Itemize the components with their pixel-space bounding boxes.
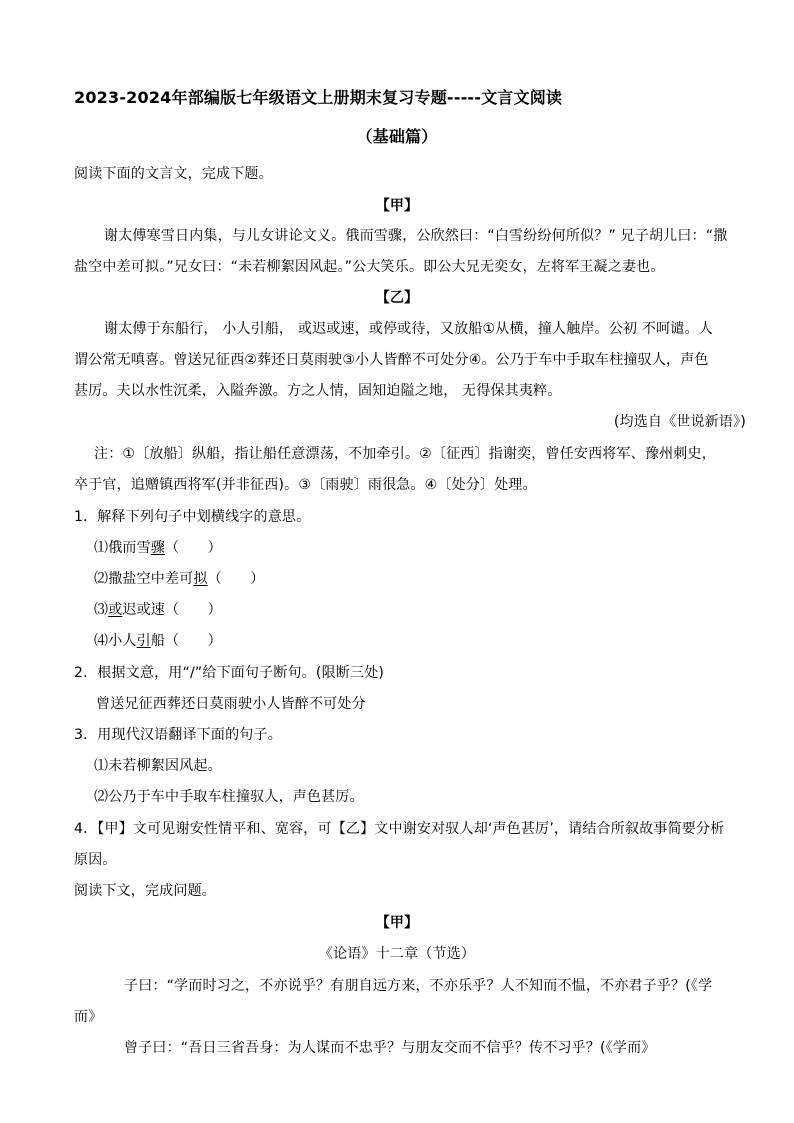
page-title: 2023-2024年部编版七年级语文上册期末复习专题-----文言文阅读 [74, 88, 563, 107]
passage-jia-label: 【甲】 [375, 198, 419, 214]
question-1-item: ⑵撒盐空中差可拟（ ） [94, 571, 265, 587]
passage-jia-line: 盐空中差可拟。”兄女曰：“未若柳絮因风起。”公大笑乐。即公大兄无奕女，左将军王凝之妻也。 [74, 259, 665, 275]
question-1-prompt: 1．解释下列句子中划横线字的意思。 [74, 509, 311, 525]
question-1-item: ⑶或迟或速（ ） [94, 602, 222, 618]
question-4-text: 4．【甲】文可见谢安性情平和、宽容，可【乙】文中谢安对驭人却‘声色甚厉’，请结合所叙故事简要分析 [74, 821, 725, 837]
question-3-item: ⑴未若柳絮因风起。 [94, 758, 222, 774]
question-4-text: 原因。 [74, 852, 117, 868]
passage-yi-line: 谢太傅于东船行， 小人引船， 或迟或速，或停或待，又放船①从横，撞人触岸。公初 不呵谴。人 [104, 321, 713, 337]
passage-yi-line: 甚厉。夫以水性沉柔，入隘奔激。方之人情，固知迫隘之地， 无得保其夷粹。 [74, 383, 562, 399]
underlined-char: 引 [136, 633, 151, 649]
passage-yi-line: 谓公常无嗔喜。曾送兄征西②葬还日莫雨驶③小人皆醉不可处分④。公乃于车中手取车柱撞驭人，声色 [74, 352, 709, 368]
page-subtitle: （基础篇） [356, 127, 438, 146]
underlined-char: 骤 [150, 540, 166, 556]
annotation-line: 卒于官，追赠镇西将军(并非征西)。③〔雨驶〕雨很急。④〔处分〕处理。 [74, 477, 537, 493]
annotation-line: 注：①〔放船〕纵船，指让船任意漂荡，不加牵引。②〔征西〕指谢奕，曾任安西将军、豫州刺史， [94, 446, 716, 462]
passage-jia-line: 谢太傅寒雪日内集，与儿女讲论文义。俄而雪骤，公欣然曰：“白雪纷纷何所似？” 兄子胡儿曰：“撒 [104, 228, 728, 244]
question-1-item: ⑴俄而雪骤（ ） [94, 540, 222, 556]
question-2-sentence: 曾送兄征西葬还日莫雨驶小人皆醉不可处分 [96, 696, 366, 712]
section2-subtitle: 《论语》十二章（节选） [318, 946, 476, 962]
section2-intro: 阅读下文，完成问题。 [74, 883, 216, 899]
passage-yi-label: 【乙】 [375, 290, 419, 306]
analects-line: 而》 [74, 1009, 103, 1025]
question-2-prompt: 2．根据文意，用“/”给下面句子断句。(限断三处) [74, 665, 385, 681]
question-3-prompt: 3．用现代汉语翻译下面的句子。 [74, 727, 282, 743]
section1-intro: 阅读下面的文言文，完成下题。 [74, 166, 273, 182]
analects-line: 曾子曰：“吾日三省吾身：为人谋而不忠乎？与朋友交而不信乎？传不习乎？(《学而》 [124, 1040, 656, 1056]
question-3-item: ⑵公乃于车中手取车柱撞驭人，声色甚厉。 [94, 789, 364, 805]
section2-jia-label: 【甲】 [375, 915, 419, 931]
underlined-char: 或 [108, 602, 123, 618]
passage-source: (均选自《世说新语》) [613, 414, 746, 430]
analects-line: 子曰：“学而时习之，不亦说乎？有朋自远方来，不亦乐乎？人不知而不愠，不亦君子乎？(《学 [124, 978, 713, 994]
underlined-char: 拟 [193, 571, 208, 587]
question-1-item: ⑷小人引船（ ） [94, 633, 222, 649]
